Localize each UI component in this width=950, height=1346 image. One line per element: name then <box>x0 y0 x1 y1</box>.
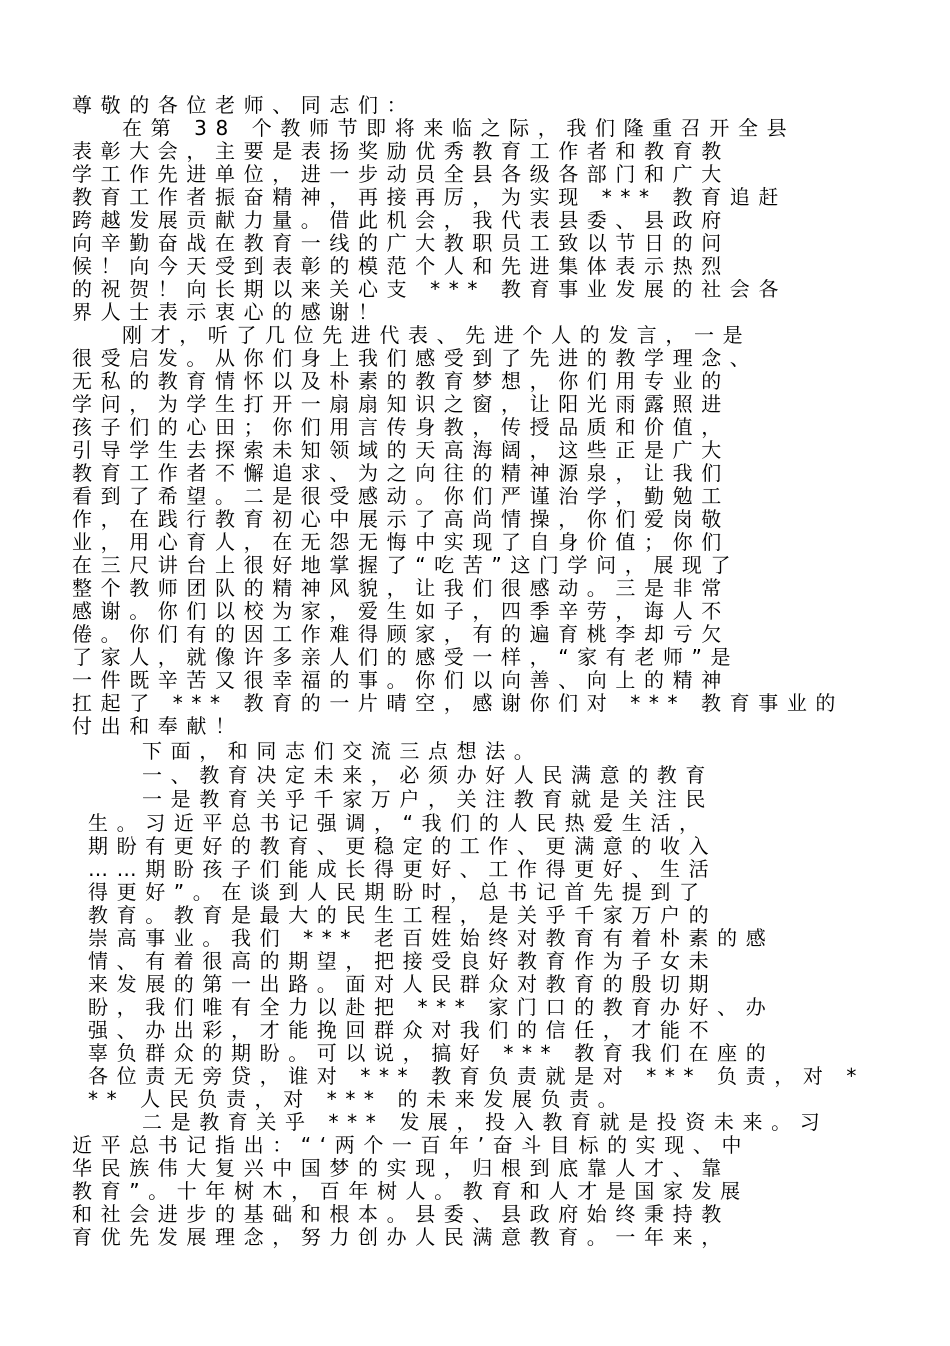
text-line: 学工作先进单位，进一步动员全县各级各部门和广大 <box>72 162 730 186</box>
text-line: 看到了希望。二是很受感动。你们严谨治学，勤勉工 <box>72 484 730 508</box>
text-line: 跨越发展贡献力量。借此机会，我代表县委、县政府 <box>72 208 730 232</box>
text-line: 盼，我们唯有全力以赴把 *** 家门口的教育办好、办 <box>88 995 775 1019</box>
text-line: 在三尺讲台上很好地掌握了“吃苦”这门学问，展现了 <box>72 553 740 577</box>
text-line: 育优先发展理念，努力创办人民满意教育。一年来， <box>72 1225 730 1249</box>
text-line: 强、办出彩，才能挽回群众对我们的信任，才能不 <box>88 1018 718 1042</box>
text-line: 近平总书记指出：“‘两个一百年’奋斗目标的实现、中 <box>72 1133 751 1157</box>
text-line: 刚才，听了几位先进代表、先进个人的发言，一是 <box>122 323 752 347</box>
text-line: 教育。教育是最大的民生工程，是关乎千家万户的 <box>88 903 718 927</box>
text-line: 教育工作者不懈追求、为之向往的精神源泉，让我们 <box>72 461 730 485</box>
section-heading: 一、教育决定未来，必须办好人民满意的教育 <box>142 763 714 787</box>
text-line: 在第 38 个教师节即将来临之际，我们隆重召开全县 <box>122 116 796 140</box>
text-line: 业，用心育人，在无怨无悔中实现了自身价值；你们 <box>72 530 730 554</box>
text-line: 期盼有更好的教育、更稳定的工作、更满意的收入 <box>88 834 718 858</box>
text-line: 作，在践行教育初心中展示了高尚情操，你们爱岗敬 <box>72 507 730 531</box>
salutation: 尊敬的各位老师、同志们： <box>72 93 416 117</box>
text-line: 二是教育关乎 *** 发展，投入教育就是投资未来。习 <box>142 1110 829 1134</box>
text-line: 得更好”。在谈到人民期盼时，总书记首先提到了 <box>88 880 708 904</box>
text-line: 崇高事业。我们 *** 老百姓始终对教育有着朴素的感 <box>88 926 775 950</box>
text-line: 很受启发。从你们身上我们感受到了先进的教学理念、 <box>72 346 759 370</box>
text-line: 情、有着很高的期望，把接受良好教育作为子女未 <box>88 949 718 973</box>
text-line: 下面，和同志们交流三点想法。 <box>142 739 543 763</box>
text-line: 一是教育关乎千家万户，关注教育就是关注民 <box>142 787 714 811</box>
text-line: 教育工作者振奋精神，再接再厉，为实现 *** 教育追赶 <box>72 185 787 209</box>
text-line: 无私的教育情怀以及朴素的教育梦想，你们用专业的 <box>72 369 730 393</box>
text-line: ** 人民负责，对 *** 的未来发展负责。 <box>88 1087 627 1111</box>
text-line: 付出和奉献！ <box>72 714 244 738</box>
text-line: 感谢。你们以校为家，爱生如子，四季辛劳，诲人不 <box>72 599 730 623</box>
text-line: 表彰大会，主要是表扬奖励优秀教育工作者和教育教 <box>72 139 730 163</box>
text-line: ……期盼孩子们能成长得更好、工作得更好、生活 <box>88 857 718 881</box>
text-line: 学问，为学生打开一扇扇知识之窗，让阳光雨露照进 <box>72 392 730 416</box>
text-line: 向辛勤奋战在教育一线的广大教职员工致以节日的问 <box>72 231 730 255</box>
text-line: 来发展的第一出路。面对人民群众对教育的殷切期 <box>88 972 718 996</box>
text-line: 生。习近平总书记强调，“我们的人民热爱生活， <box>88 811 708 835</box>
text-line: 倦。你们有的因工作难得顾家，有的遍育桃李却亏欠 <box>72 622 730 646</box>
text-line: 孩子们的心田；你们用言传身教，传授品质和价值， <box>72 415 730 439</box>
text-line: 引导学生去探索未知领域的天高海阔，这些正是广大 <box>72 438 730 462</box>
text-line: 一件既辛苦又很幸福的事。你们以向善、向上的精神 <box>72 668 730 692</box>
text-line: 界人士表示衷心的感谢！ <box>72 300 387 324</box>
text-line: 整个教师团队的精神风貌，让我们很感动。三是非常 <box>72 576 730 600</box>
text-line: 了家人，就像许多亲人们的感受一样，“家有老师”是 <box>72 645 740 669</box>
text-line: 教育”。十年树木，百年树人。教育和人才是国家发展 <box>72 1179 749 1203</box>
text-line: 辜负群众的期盼。可以说，搞好 *** 教育我们在座的 <box>88 1041 775 1065</box>
text-line: 和社会进步的基础和根本。县委、县政府始终秉持教 <box>72 1202 730 1226</box>
text-line: 候！向今天受到表彰的模范个人和先进集体表示热烈 <box>72 254 730 278</box>
text-line: 各位责无旁贷，谁对 *** 教育负责就是对 *** 负责，对 * <box>88 1064 865 1088</box>
text-line: 华民族伟大复兴中国梦的实现，归根到底靠人才、靠 <box>72 1156 730 1180</box>
text-line: 的祝贺！向长期以来关心支 *** 教育事业发展的社会各 <box>72 277 787 301</box>
text-line: 扛起了 *** 教育的一片晴空，感谢你们对 *** 教育事业的 <box>72 691 845 715</box>
